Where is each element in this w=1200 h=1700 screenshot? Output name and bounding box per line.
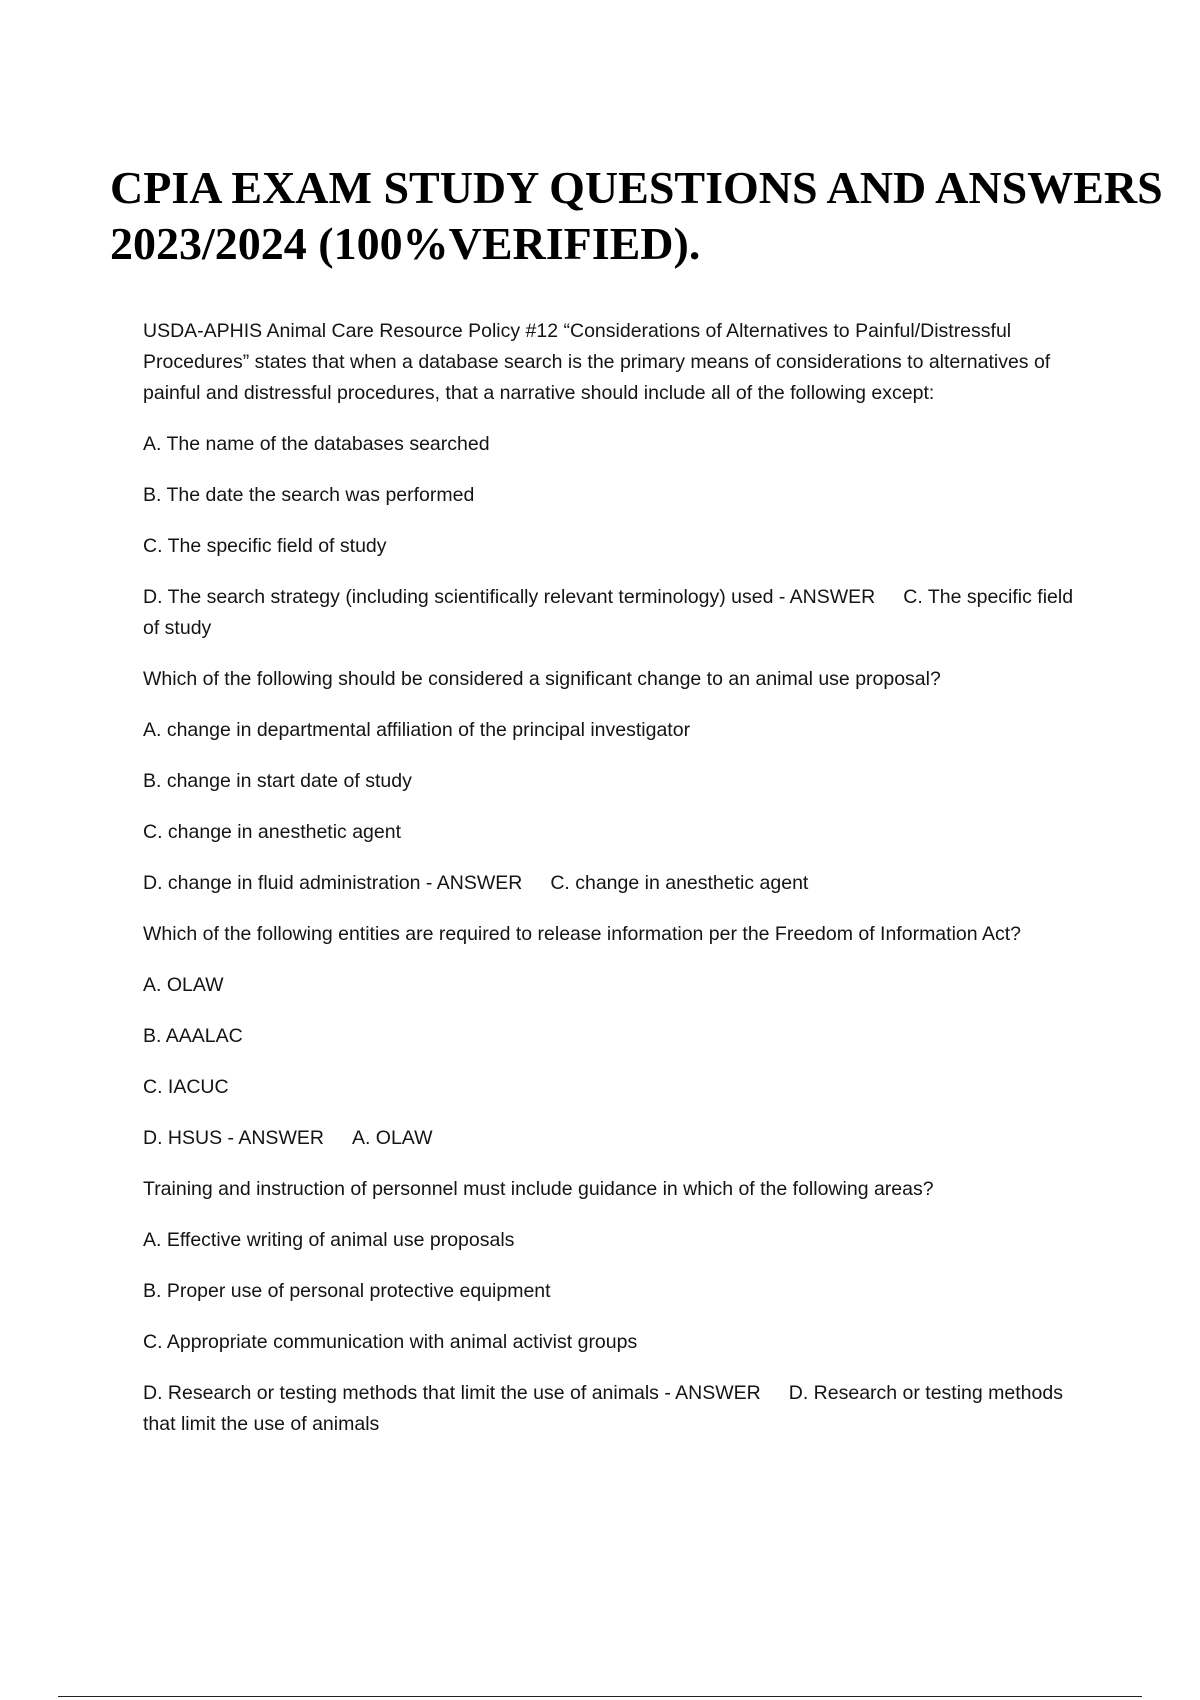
question-1-answer: C. The specific field of study (143, 586, 1074, 639)
document-title (110, 160, 1200, 272)
question-1-stem: USDA-APHIS Animal Care Resource Policy #12 “Considerations of Alternatives to Painful/Distressful Procedures” states that when a database search is the primary means of considerations to alternatives of painful and distressful procedures, that a narrative should include all of the following except: (143, 320, 1051, 404)
question-2-option-c: C. change in anesthetic agent (143, 821, 402, 843)
question-1-option-b: B. The date the search was performed (143, 484, 475, 506)
question-1-option-d-answer (143, 582, 1083, 644)
title-line-1: CPIA EXAM STUDY QUESTIONS AND ANSWERS (110, 162, 1163, 213)
question-4-answer: D. Research or testing methods that limit the use of animals (143, 1382, 1063, 1435)
question-4-option-d: D. Research or testing methods that limit the use of animals - ANSWER (143, 1382, 761, 1404)
question-3-option-a: A. OLAW (143, 974, 224, 996)
question-2-option-b: B. change in start date of study (143, 770, 412, 792)
question-4-option-c: C. Appropriate communication with animal activist groups (143, 1331, 638, 1353)
question-3-stem: Which of the following entities are required to release information per the Freedom of Information Act? (143, 923, 1021, 945)
question-4-stem: Training and instruction of personnel must include guidance in which of the following areas? (143, 1178, 934, 1200)
question-3-option-b: B. AAALAC (143, 1025, 243, 1047)
question-3-answer: A. OLAW (351, 1127, 433, 1149)
questions-body (143, 316, 1083, 1460)
question-1-option-d: D. The search strategy (including scientifically relevant terminology) used - ANSWER (143, 586, 876, 608)
question-3-option-d: D. HSUS - ANSWER (143, 1127, 324, 1149)
question-3-option-d-answer (143, 1123, 1083, 1154)
title-line-2: 2023/2024 (100%VERIFIED). (110, 218, 701, 269)
question-2-option-d: D. change in fluid administration - ANSWER (143, 872, 523, 894)
question-2-option-d-answer (143, 868, 1083, 899)
question-3-option-c: C. IACUC (143, 1076, 229, 1098)
question-1-option-a: A. The name of the databases searched (143, 433, 490, 455)
question-1-option-c: C. The specific field of study (143, 535, 387, 557)
question-2-stem: Which of the following should be considered a significant change to an animal use proposal? (143, 668, 941, 690)
question-4-option-a: A. Effective writing of animal use proposals (143, 1229, 515, 1251)
question-4-option-d-answer (143, 1378, 1083, 1440)
question-2-answer: C. change in anesthetic agent (550, 872, 809, 894)
footer-divider (58, 1696, 1142, 1697)
question-2-option-a: A. change in departmental affiliation of the principal investigator (143, 719, 691, 741)
question-4-option-b: B. Proper use of personal protective equipment (143, 1280, 551, 1302)
